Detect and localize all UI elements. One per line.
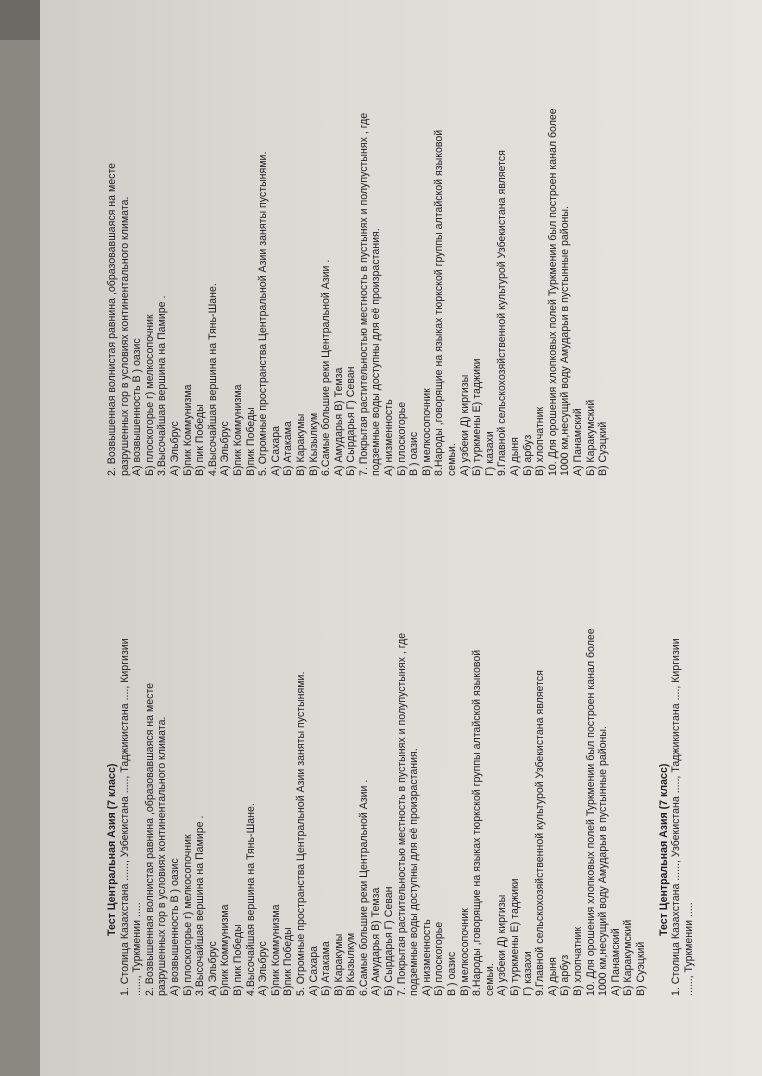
question-line: 1000 км,несущий воду Амударьи в пустынные районы. <box>559 206 572 476</box>
question-line: А) Сахара <box>307 945 320 996</box>
question-line: Б)пик Коммунизма <box>219 904 232 996</box>
question-line: А) возвышенность В ) оазис <box>131 338 144 476</box>
question-line: А) Амударья В) Темза <box>370 887 383 996</box>
question-line: семьи. <box>483 963 496 996</box>
question-line: 2. Возвышенная волнистая равнина ,образовавшаяся на месте <box>143 682 156 996</box>
question-line: 1000 км,несущий воду Амударьи в пустынные районы. <box>597 726 610 996</box>
question-line: Б) плоскогорье г) мелкосопочник <box>181 834 194 996</box>
question-line: 10. Для орошения хлопковых полей Туркмении был построен канал более <box>584 628 597 996</box>
question-line: Б) арбуз <box>521 434 534 476</box>
question-line: А) дыня <box>546 957 559 996</box>
paper-sheet <box>40 0 762 1076</box>
question-line: А) Эльбрус <box>168 421 181 476</box>
question-line: А) Эльбрус <box>206 941 219 996</box>
question-line: Г) казахи <box>483 431 496 476</box>
second-question-list <box>670 476 695 996</box>
question-line: 10. Для орошения хлопковых полей Туркмении был построен канал более <box>546 108 559 476</box>
question-line: В ) оазис <box>446 951 459 996</box>
question-line: А) узбеки Д) киргизы <box>458 374 471 476</box>
question-line: А) низменность <box>383 399 396 476</box>
question-line: В ) оазис <box>408 431 421 476</box>
question-line: А) низменность <box>420 919 433 996</box>
question-line: 8.Народы ,говорящие на языках тюркской группы алтайской языковой <box>471 649 484 996</box>
question-line: А) Эльбрус <box>219 421 232 476</box>
question-line: В) Кызылкум <box>345 932 358 996</box>
question-line: В) Каракумы <box>294 413 307 476</box>
rotated-page <box>100 0 762 1076</box>
question-line: 1. Столица Казахстана ......, Узбекистана ....., Таджикистана ...., Киргизии <box>670 638 683 996</box>
question-line: Б) туркмены Е) таджики <box>509 878 521 996</box>
question-line: А) Панамский <box>571 408 584 476</box>
question-line: разрушенных гор в условиях континентального климата. <box>156 716 169 996</box>
question-line: В) хлопчатник <box>534 406 547 476</box>
question-line: Б)пик Коммунизма <box>269 904 282 996</box>
question-line: А) Эльбрус <box>257 941 270 996</box>
question-line: В) пик Победы <box>194 404 207 476</box>
question-line: Б) Каракумский <box>584 399 597 476</box>
question-line: подземные воды доступны для её произрастания. <box>370 228 383 476</box>
question-line: 7. Покрытая растительностью местность в пустынях и полупустынях , где <box>395 632 408 996</box>
question-line: 5. Огромные пространства Центральной Азии заняты пустынями. <box>294 671 307 996</box>
question-line: Б) плоскогорье г) мелкосопочник <box>143 314 156 476</box>
question-line: разрушенных гор в условиях континентального климата. <box>118 196 131 476</box>
question-line: Г) казахи <box>521 951 534 996</box>
question-line: 9.Главной сельскохозяйственной культурой Узбекистана является <box>534 670 547 996</box>
question-line: В) Суэцкий <box>634 941 647 996</box>
question-line: Б) Атакама <box>282 421 295 476</box>
question-line: 6.Самые большие реки Центральной Азии . <box>357 779 370 996</box>
question-line: Б) Каракумский <box>622 919 635 996</box>
question-line: ......, Туркмении ..... <box>131 902 144 996</box>
question-line: В) мелкосопочник <box>458 908 471 996</box>
question-line: 1. Столица Казахстана ......, Узбекистана ....., Таджикистана ...., Киргизии <box>118 638 131 996</box>
question-line: Б)пик Коммунизма <box>181 384 194 476</box>
question-line: В) пик Победы <box>231 924 244 996</box>
question-line: 5. Огромные пространства Центральной Азии заняты пустынями. <box>257 151 270 476</box>
left-column <box>106 476 695 996</box>
question-line: 2. Возвышенная волнистая равнина ,образовавшаяся на месте <box>106 162 118 476</box>
question-line: 4.Высочайшая вершина на Тянь-Шане. <box>244 803 257 996</box>
question-line: В) Суэцкий <box>597 421 610 476</box>
question-line: В) мелкосопочник <box>420 388 433 476</box>
question-line: А) Сахара <box>269 425 282 476</box>
question-line: ......, Туркмении ..... <box>682 902 695 996</box>
question-line: 3.Высочайшая вершина на Памире . <box>194 815 207 996</box>
question-line: 9.Главной сельскохозяйственной культурой Узбекистана является <box>496 150 509 476</box>
question-line: А) Амударья В) Темза <box>332 367 345 476</box>
question-line: Б) Сырдарья Г) Севан <box>345 366 358 476</box>
question-line: подземные воды доступны для её произрастания. <box>408 748 421 996</box>
question-line: 3.Высочайшая вершина на Памире . <box>156 295 169 476</box>
question-line: 4.Высочайшая вершина на Тянь-Шане. <box>206 283 219 476</box>
second-test-title: Тест Центральная Азия (7 класс) <box>657 763 670 936</box>
question-line: В) Каракумы <box>332 933 345 996</box>
question-line: В)пик Победы <box>244 407 257 476</box>
question-line: Б) Сырдарья Г) Севан <box>383 886 396 996</box>
question-line: А) узбеки Д) киргизы <box>496 894 509 996</box>
question-line: 8.Народы ,говорящие на языках тюркской группы алтайской языковой <box>433 129 446 476</box>
question-line: семьи. <box>446 443 459 476</box>
question-line: Б) арбуз <box>559 954 572 996</box>
question-line: В)пик Победы <box>282 927 295 996</box>
question-line: В) хлопчатник <box>571 926 584 996</box>
question-line: 7. Покрытая растительностью местность в пустынях и полупустынях , где <box>357 112 370 476</box>
question-line: Б) плоскогорье <box>395 401 408 476</box>
question-line: Б)пик Коммунизма <box>231 384 244 476</box>
right-question-list <box>106 0 610 476</box>
left-question-list <box>119 476 648 996</box>
question-line: А) Панамский <box>609 928 622 996</box>
question-line: Б) туркмены Е) таджики <box>471 358 484 476</box>
test-title: Тест Центральная Азия (7 класс) <box>106 763 118 936</box>
right-column <box>106 0 610 476</box>
question-line: Б) Атакама <box>320 941 333 996</box>
question-line: А) возвышенность В ) оазис <box>168 858 181 996</box>
question-line: А) дыня <box>509 437 521 476</box>
question-line: 6.Самые большие реки Центральной Азии . <box>320 259 333 476</box>
question-line: Б) плоскогорье <box>433 921 446 996</box>
question-line: В) Кызылкум <box>307 412 320 476</box>
